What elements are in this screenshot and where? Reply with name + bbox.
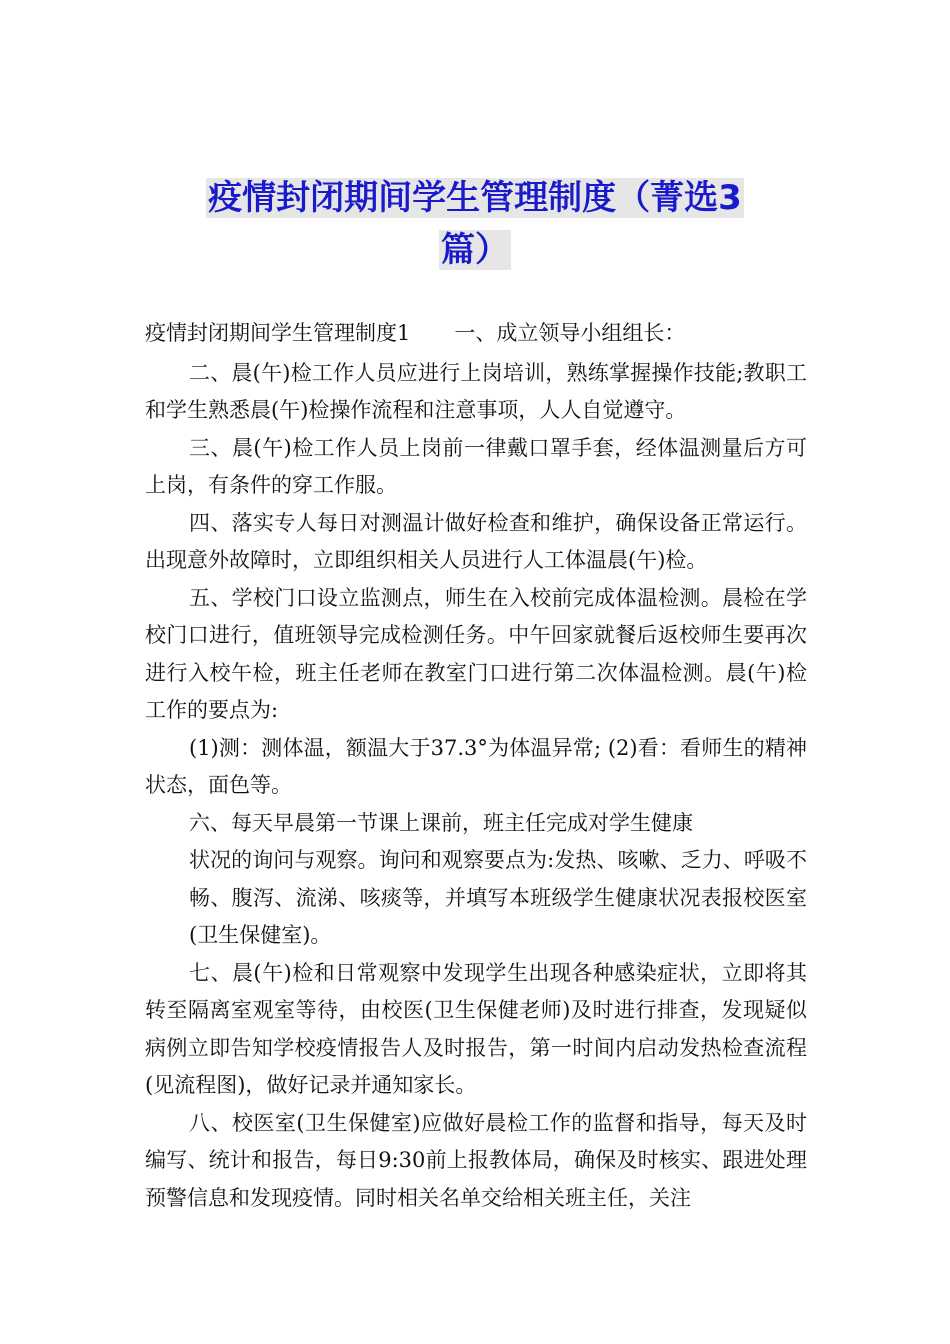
document-body [145,315,807,1217]
paragraph-10: 八、校医室(卫生保健室)应做好晨检工作的监督和指导，每天及时编写、统计和报告，每日9:30前上报教体局，确保及时核实、跟进处理预警信息和发现疫情。同时相关名单交给相关班主任，关注 [145,1110,807,1210]
title-line-2: 篇） [441,230,509,270]
paragraph-3: 三、晨(午)检工作人员上岗前一律戴口罩手套，经体温测量后方可上岗，有条件的穿工作服。 [145,435,807,497]
paragraph-5: 五、学校门口设立监测点，师生在入校前完成体温检测。晨检在学校门口进行，值班领导完成检测任务。中午回家就餐后返校师生要再次进行入校午检，班主任老师在教室门口进行第二次体温检测。晨(午)检工作的要点为: [145,585,807,722]
paragraph-7: 六、每天早晨第一节课上课前，班主任完成对学生健康 [189,810,693,835]
section-heading: 疫情封闭期间学生管理制度1 [145,321,411,345]
paragraph-9: 七、晨(午)检和日常观察中发现学生出现各种感染症状，立即将其转至隔离室观室等待，由校医(卫生保健老师)及时进行排查，发现疑似病例立即告知学校疫情报告人及时报告，第一时间内启动发热检查流程(见流程图)，做好记录并通知家长。 [145,960,807,1097]
paragraph-4: 四、落实专人每日对测温计做好检查和维护，确保设备正常运行。出现意外故障时，立即组织相关人员进行人工体温晨(午)检。 [145,510,807,572]
paragraph-8-text: 状况的询问与观察。询问和观察要点为:发热、咳嗽、乏力、呼吸不畅、腹泻、流涕、咳痰等，并填写本班级学生健康状况表报校医室(卫生保健室)。 [189,848,807,947]
paragraph-2: 二、晨(午)检工作人员应进行上岗培训，熟练掌握操作技能;教职工和学生熟悉晨(午)检操作流程和注意事项，人人自觉遵守。 [145,360,807,422]
document-title [150,172,800,276]
first-line [145,315,807,353]
paragraph-1: 一、成立领导小组组长： [454,321,686,345]
paragraph-8 [145,842,807,955]
title-line-1: 疫情封闭期间学生管理制度（菁选3 [208,178,742,218]
paragraph-6: (1)测：测体温，额温大于37.3°为体温异常; (2)看：看师生的精神状态，面色等。 [145,735,807,797]
